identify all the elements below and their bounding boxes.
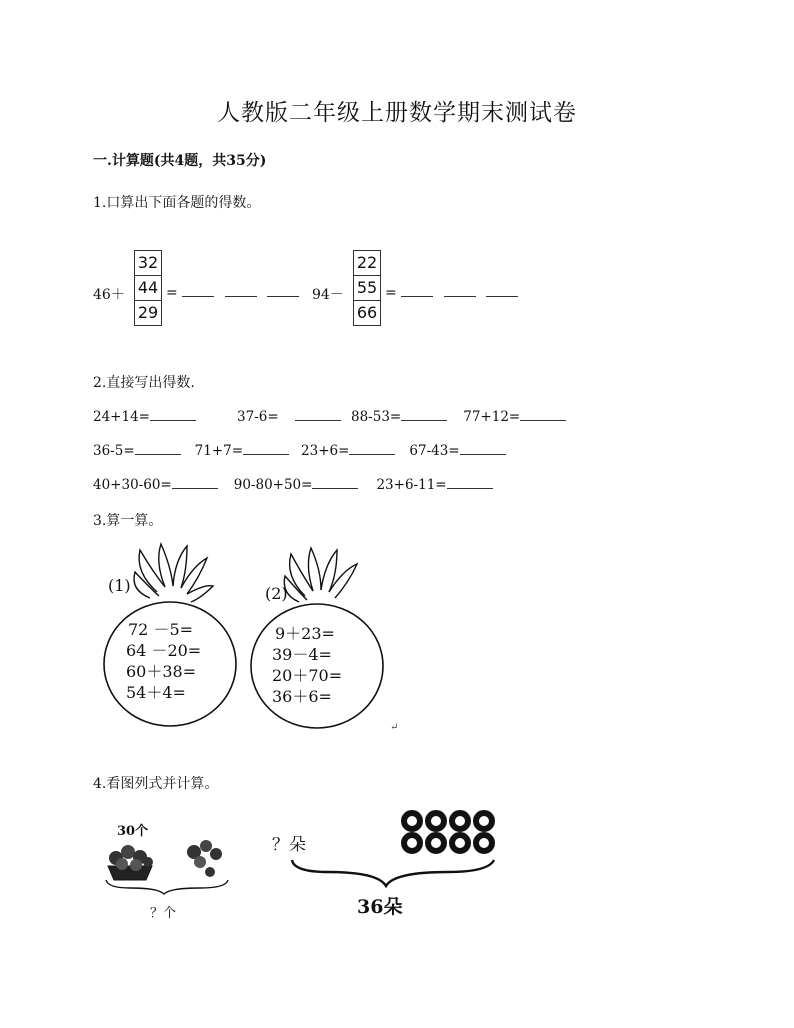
strawberries-icon bbox=[187, 840, 222, 877]
answer-blank[interactable] bbox=[225, 284, 257, 297]
expression: 40+30-60= bbox=[93, 477, 172, 493]
q2-item bbox=[93, 476, 234, 493]
stack-cell: 44 bbox=[135, 276, 161, 301]
q3-right-eq: 20＋70= bbox=[272, 666, 343, 685]
answer-blank[interactable] bbox=[243, 442, 289, 455]
expression: 23+6-11= bbox=[376, 477, 447, 493]
expression: 23+6= bbox=[301, 443, 350, 459]
expression: 71+7= bbox=[194, 443, 244, 459]
q1-group1-stack bbox=[134, 250, 162, 326]
expression: 67-43= bbox=[409, 443, 460, 459]
q3-right-eq: 36＋6= bbox=[272, 687, 332, 706]
q4-right-top-label: ？朵 bbox=[272, 835, 306, 855]
q4-right-bottom-label: 36朵 bbox=[357, 896, 403, 918]
brace-icon bbox=[106, 880, 228, 894]
answer-blank[interactable] bbox=[312, 476, 358, 489]
q3-left-eq: 64 －20= bbox=[126, 641, 202, 660]
expression: 37-6= bbox=[237, 409, 279, 425]
stack-cell: 29 bbox=[137, 303, 159, 322]
fruit-basket-illustration bbox=[100, 832, 235, 904]
answer-blank[interactable] bbox=[447, 476, 493, 489]
q2-row-3 bbox=[93, 476, 493, 493]
q4-left-bottom-label: ？个 bbox=[150, 906, 177, 921]
q2-item bbox=[195, 442, 301, 459]
answer-blank[interactable] bbox=[150, 408, 196, 421]
q1-group2-answers bbox=[385, 284, 524, 301]
answer-blank[interactable] bbox=[401, 408, 447, 421]
stack-cell: 32 bbox=[135, 251, 161, 276]
q1-group1-answers bbox=[166, 284, 305, 301]
q1-group1-lhs: 46＋ bbox=[93, 287, 125, 303]
q2-row-1 bbox=[93, 408, 566, 425]
answer-blank[interactable] bbox=[486, 284, 518, 297]
answer-blank[interactable] bbox=[444, 284, 476, 297]
answer-blank[interactable] bbox=[349, 442, 395, 455]
pineapple-leaves-left bbox=[134, 544, 213, 602]
stack-cell: 22 bbox=[354, 251, 380, 276]
expression: 90-80+50= bbox=[233, 477, 313, 493]
q1-group2-lhs: 94－ bbox=[312, 287, 344, 303]
q3-right-tag: (2) bbox=[265, 584, 288, 603]
q2-item bbox=[376, 476, 492, 493]
flower-icon bbox=[404, 813, 492, 851]
answer-blank[interactable] bbox=[401, 284, 433, 297]
answer-blank[interactable] bbox=[295, 408, 341, 421]
page-title: 人教版二年级上册数学期末测试卷 bbox=[217, 100, 577, 126]
q2-row-2 bbox=[93, 442, 506, 459]
expression: 88-53= bbox=[351, 409, 402, 425]
question-1-label: 1.口算出下面各题的得数。 bbox=[93, 195, 261, 211]
expression: 24+14= bbox=[93, 409, 150, 425]
expression: 77+12= bbox=[463, 409, 521, 425]
answer-blank[interactable] bbox=[182, 284, 214, 297]
q3-left-eq: 72 －5= bbox=[128, 620, 194, 639]
q3-right-eq: 39－4= bbox=[272, 645, 332, 664]
q2-item bbox=[93, 442, 195, 459]
pineapple-leaves-right bbox=[284, 548, 357, 602]
q2-item bbox=[351, 408, 463, 425]
q2-item bbox=[301, 442, 409, 459]
question-3-label: 3.算一算。 bbox=[93, 513, 163, 529]
q2-item bbox=[93, 408, 237, 425]
flowers-illustration bbox=[400, 808, 498, 856]
answer-blank[interactable] bbox=[460, 442, 506, 455]
section-heading: 一.计算题(共4题，共35分) bbox=[93, 153, 267, 169]
brace-icon bbox=[288, 856, 498, 892]
answer-blank[interactable] bbox=[172, 476, 218, 489]
q3-left-eq: 60＋38= bbox=[126, 662, 197, 681]
answer-blank[interactable] bbox=[520, 408, 566, 421]
question-2-label: 2.直接写出得数. bbox=[93, 375, 195, 391]
expression: 36-5= bbox=[93, 443, 135, 459]
stack-cell: 66 bbox=[356, 303, 378, 322]
stack-cell: 55 bbox=[354, 276, 380, 301]
question-4-label: 4.看图列式并计算。 bbox=[93, 776, 219, 792]
equals-sign: = bbox=[385, 285, 397, 301]
q4-left-top-label: 30个 bbox=[117, 824, 149, 839]
q2-item bbox=[463, 408, 566, 425]
answer-blank[interactable] bbox=[267, 284, 299, 297]
q2-item bbox=[237, 409, 295, 425]
paragraph-mark: ↵ bbox=[390, 722, 399, 733]
q2-item bbox=[234, 476, 377, 493]
answer-blank[interactable] bbox=[135, 442, 181, 455]
q3-left-eq: 54＋4= bbox=[126, 683, 186, 702]
equals-sign: = bbox=[166, 285, 178, 301]
q3-right-eq: 9＋23= bbox=[275, 624, 335, 643]
q1-group2-stack bbox=[353, 250, 381, 326]
strawberry-basket-icon bbox=[108, 845, 153, 880]
q3-left-tag: (1) bbox=[108, 576, 131, 595]
q2-item bbox=[409, 442, 505, 459]
